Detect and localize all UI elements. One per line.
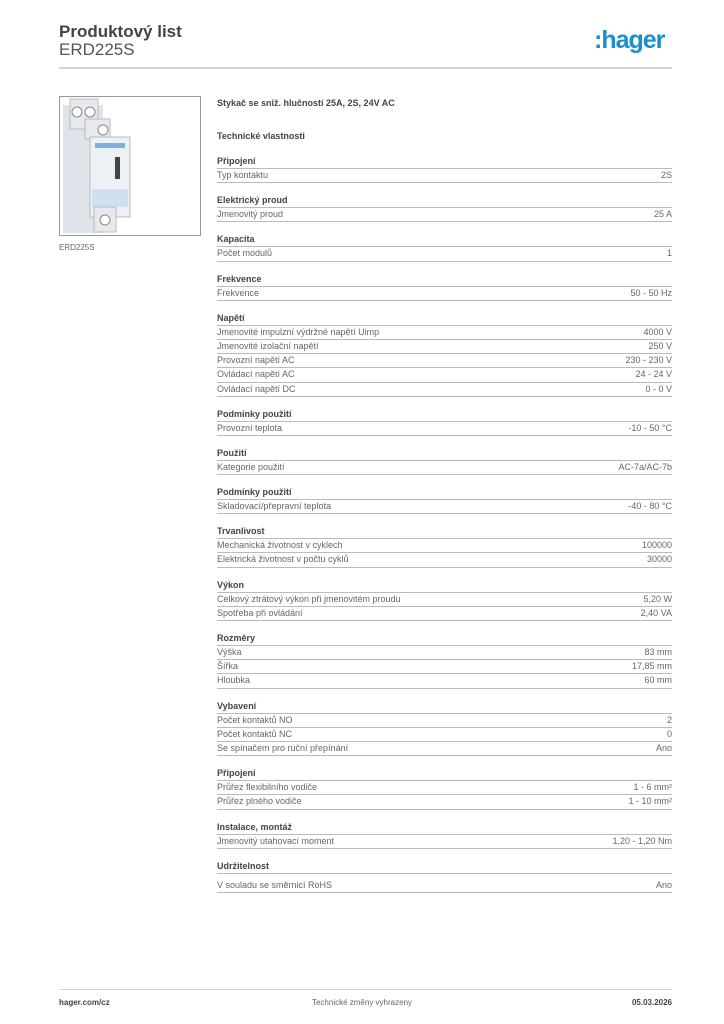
spec-label: Provozní teplota <box>217 422 283 433</box>
spec-label: Průřez plného vodiče <box>217 796 302 807</box>
section-heading: Instalace, montáž <box>217 820 672 835</box>
section-heading: Trvanlivost <box>217 524 672 539</box>
spec-row <box>217 593 672 607</box>
contactor-device-icon <box>60 97 200 235</box>
spec-value: 24 - 24 V <box>635 369 672 380</box>
spec-value: -10 - 50 °C <box>628 422 672 433</box>
footer-notice: Technické změny vyhrazeny <box>311 998 413 1007</box>
footer-website[interactable]: hager.com/cz <box>59 998 110 1007</box>
spec-label: Mechanická životnost v cyklech <box>217 540 343 551</box>
image-caption: ERD225S <box>59 243 95 252</box>
hager-logo: :hager <box>594 26 665 54</box>
spec-section <box>217 407 672 436</box>
spec-label: Frekvence <box>217 287 260 298</box>
spec-row <box>217 354 672 368</box>
spec-row <box>217 326 672 340</box>
spec-value: 2 <box>666 714 672 725</box>
spec-label: Elektrická životnost v počtu cyklů <box>217 554 349 565</box>
spec-value: 17,85 mm <box>631 661 672 672</box>
spec-section <box>217 578 672 621</box>
spec-row <box>217 714 672 728</box>
spec-row <box>217 553 672 567</box>
product-details <box>217 96 672 893</box>
tech-heading: Technické vlastnosti <box>217 131 305 141</box>
spec-section <box>217 859 672 893</box>
spec-section <box>217 766 672 809</box>
spec-value: 30000 <box>646 554 672 565</box>
spec-row <box>217 340 672 354</box>
spec-section <box>217 272 672 301</box>
section-heading: Napětí <box>217 311 672 326</box>
spec-label: Počet modulů <box>217 248 273 259</box>
spec-section <box>217 699 672 757</box>
spec-value: 1 - 6 mm² <box>633 782 672 793</box>
spec-label: V souladu se směrnicí RoHS <box>217 879 333 890</box>
spec-value: 0 - 0 V <box>645 383 672 394</box>
header-divider <box>59 67 672 69</box>
spec-value: 1,20 - 1,20 Nm <box>612 835 672 846</box>
spec-label: Ovládací napětí DC <box>217 383 296 394</box>
spec-value: 2,40 VA <box>640 607 672 618</box>
spec-row <box>217 500 672 514</box>
product-description: Stykač se sniž. hlučností 25A, 2S, 24V AC <box>217 98 395 108</box>
spec-label: Hloubka <box>217 675 251 686</box>
section-heading: Rozměry <box>217 631 672 646</box>
spec-value: 0 <box>666 728 672 739</box>
spec-label: Šířka <box>217 661 239 672</box>
spec-label: Výška <box>217 647 242 657</box>
spec-label: Jmenovitý proud <box>217 209 284 220</box>
spec-row <box>217 368 672 382</box>
spec-row <box>217 795 672 809</box>
spec-value: 1 <box>666 248 672 259</box>
spec-row <box>217 674 672 688</box>
footer-divider <box>59 989 672 990</box>
section-heading: Podmínky použití <box>217 485 672 500</box>
spec-row <box>217 835 672 849</box>
spec-label: Jmenovitý utahovací moment <box>217 835 335 846</box>
spec-label: Se spínačem pro ruční přepínání <box>217 742 349 753</box>
spec-section <box>217 446 672 475</box>
spec-row <box>217 607 672 621</box>
spec-row <box>217 781 672 795</box>
spec-value: 50 - 50 Hz <box>630 287 672 298</box>
spec-table <box>217 154 672 893</box>
spec-label: Skladovací/přepravní teplota <box>217 501 332 512</box>
spec-section <box>217 524 672 567</box>
spec-value: 100000 <box>641 540 672 551</box>
spec-row <box>217 287 672 301</box>
spec-value: 83 mm <box>644 647 672 657</box>
section-heading: Elektrický proud <box>217 193 672 208</box>
spec-value: 1 - 10 mm² <box>628 796 672 807</box>
page-title: Produktový list <box>59 22 182 41</box>
spec-row <box>217 422 672 436</box>
spec-value: Ano <box>655 742 672 753</box>
section-heading: Použití <box>217 446 672 461</box>
spec-row <box>217 461 672 475</box>
spec-label: Celkový ztrátový výkon při jmenovitém proudu <box>217 593 401 604</box>
spec-label: Jmenovité izolační napětí <box>217 340 319 351</box>
section-heading: Kapacita <box>217 232 672 247</box>
spec-value: 230 - 230 V <box>625 355 672 366</box>
spec-row <box>217 646 672 660</box>
spec-value: Ano <box>655 879 672 890</box>
spec-row <box>217 247 672 261</box>
spec-label: Provozní napětí AC <box>217 355 295 366</box>
spec-row <box>217 169 672 183</box>
spec-label: Průřez flexibilního vodiče <box>217 782 318 793</box>
spec-section <box>217 631 672 689</box>
product-image <box>59 96 201 236</box>
footer-date: 05.03.2026 <box>631 998 672 1007</box>
spec-label: Počet kontaktů NC <box>217 728 293 739</box>
spec-section <box>217 154 672 183</box>
spec-value: -40 - 80 °C <box>628 501 672 512</box>
spec-row <box>217 539 672 553</box>
spec-label: Ovládací napětí AC <box>217 369 295 380</box>
spec-row <box>217 383 672 397</box>
spec-label: Kategorie použití <box>217 461 285 472</box>
spec-label: Jmenovité impulzní výdržné napětí Uimp <box>217 326 380 337</box>
spec-row <box>217 742 672 756</box>
spec-section <box>217 311 672 397</box>
spec-value: 60 mm <box>644 675 672 686</box>
spec-value: 250 V <box>648 340 672 351</box>
section-heading: Výkon <box>217 578 672 593</box>
section-heading: Připojení <box>217 154 672 169</box>
spec-label: Typ kontaktu <box>217 170 269 180</box>
spec-value: 25 A <box>653 209 672 220</box>
spec-value: 4000 V <box>643 326 672 337</box>
section-heading: Podmínky použití <box>217 407 672 422</box>
spec-value: AC-7a/AC-7b <box>618 461 672 472</box>
spec-row <box>217 728 672 742</box>
section-heading: Frekvence <box>217 272 672 287</box>
product-code: ERD225S <box>59 40 135 59</box>
spec-section <box>217 820 672 849</box>
section-heading: Připojení <box>217 766 672 781</box>
spec-row <box>217 208 672 222</box>
spec-section <box>217 232 672 261</box>
spec-value: 5,20 W <box>643 593 672 604</box>
section-heading: Vybavení <box>217 699 672 714</box>
spec-row <box>217 660 672 674</box>
spec-section <box>217 485 672 514</box>
section-heading: Udržitelnost <box>217 859 672 874</box>
spec-value: 2S <box>660 170 672 180</box>
spec-section <box>217 193 672 222</box>
spec-label: Počet kontaktů NO <box>217 714 293 725</box>
spec-row <box>217 879 672 893</box>
spec-label: Spotřeba při ovládání <box>217 607 303 618</box>
